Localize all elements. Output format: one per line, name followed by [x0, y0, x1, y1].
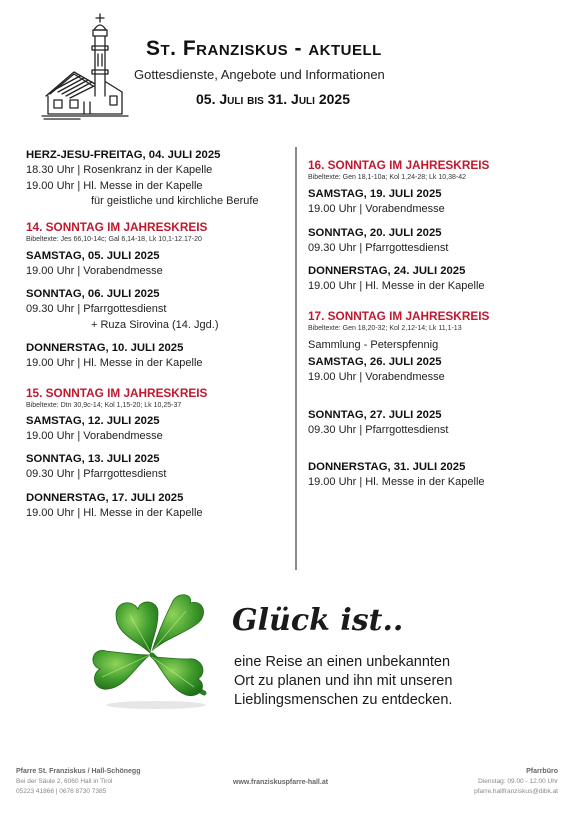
event-title: SONNTAG, 13. JULI 2025: [26, 453, 160, 465]
church-tower-logo-icon: [40, 10, 130, 122]
event-line: 19.00 Uhr | Hl. Messe in der Kapelle: [26, 357, 203, 369]
parish-name: Pfarre St. Franziskus / Hall-Schönegg: [16, 768, 141, 775]
sunday-title: 15. SONNTAG IM JAHRESKREIS: [26, 385, 208, 400]
event-line: 19.00 Uhr | Hl. Messe in der Kapelle: [308, 476, 485, 488]
event-donnerstag-24: [308, 264, 568, 295]
page-subtitle: Gottesdienste, Angebote und Informationen: [134, 67, 385, 82]
event-samstag-26: [308, 355, 568, 386]
event-line: 19.00 Uhr | Vorabendmesse: [308, 371, 445, 383]
event-herz-jesu-freitag: [26, 148, 288, 210]
event-line: 19.00 Uhr | Hl. Messe in der Kapelle: [26, 179, 203, 192]
footer-website: [233, 778, 328, 788]
event-line: für geistliche und kirchliche Berufe: [91, 195, 259, 207]
event-donnerstag-17: [26, 491, 288, 522]
event-sonntag-06: [26, 287, 288, 333]
office-hours: Dienstag: 09.00 - 12.00 Uhr: [478, 778, 558, 785]
parish-address: Bei der Säule 2, 6060 Hall in Tirol: [16, 778, 113, 785]
event-title: SONNTAG, 06. JULI 2025: [26, 288, 160, 300]
event-title: SAMSTAG, 26. JULI 2025: [308, 356, 442, 368]
event-line: 09.30 Uhr | Pfarrgottesdienst: [26, 468, 167, 480]
event-line: 09.30 Uhr | Pfarrgottesdienst: [308, 241, 449, 254]
event-samstag-19: [308, 187, 568, 218]
slogan-line: Lieblingsmenschen zu entdecken.: [234, 692, 453, 708]
date-range: 05. Juli bis 31. Juli 2025: [196, 91, 350, 107]
event-donnerstag-31: [308, 460, 568, 491]
event-line: + Ruza Sirovina (14. Jgd.): [91, 318, 219, 331]
event-line: 19.00 Uhr | Vorabendmesse: [308, 203, 445, 215]
sunday-title: 17. SONNTAG IM JAHRESKREIS: [308, 308, 490, 323]
event-donnerstag-10: [26, 341, 288, 372]
slogan-title: Glück ist..: [232, 603, 404, 638]
sunday-heading-16: [308, 158, 568, 183]
sunday-heading-14: [26, 220, 288, 245]
event-line: 19.00 Uhr | Vorabendmesse: [26, 429, 163, 442]
event-samstag-12: [26, 414, 288, 445]
footer-contact: [16, 767, 140, 796]
schedule-left-column: [26, 148, 288, 521]
schedule-right-column: [308, 158, 568, 491]
bible-texts: Bibeltexte: Jes 66,10-14c; Gal 6,14-18, Lk 10,1-12.17-20: [26, 235, 202, 243]
website-link[interactable]: www.franziskuspfarre-hall.at: [233, 779, 329, 786]
sunday-heading-15: [26, 386, 288, 411]
office-title: Pfarrbüro: [526, 768, 558, 775]
slogan-line: eine Reise an einen unbekannten: [234, 654, 451, 670]
event-samstag-05: [26, 249, 288, 280]
event-title: DONNERSTAG, 17. JULI 2025: [26, 491, 184, 504]
slogan-line: Ort zu planen und ihn mit unseren: [234, 673, 453, 689]
sunday-heading-17: [308, 309, 568, 354]
event-line: 19.00 Uhr | Hl. Messe in der Kapelle: [308, 280, 485, 292]
event-title: DONNERSTAG, 31. JULI 2025: [308, 461, 466, 473]
event-title: DONNERSTAG, 10. JULI 2025: [26, 342, 184, 354]
event-title: SONNTAG, 27. JULI 2025: [308, 408, 442, 421]
office-email[interactable]: pfarre.hallfranziskus@dibk.at: [474, 787, 558, 795]
sunday-title: 14. SONNTAG IM JAHRESKREIS: [26, 219, 208, 234]
bible-texts: Bibeltexte: Dtn 30,9c-14; Kol 1,15-20; Lk 10,25-37: [26, 401, 182, 409]
event-sonntag-27: [308, 408, 568, 439]
event-line: 19.00 Uhr | Vorabendmesse: [26, 264, 163, 277]
four-leaf-clover-icon: [86, 593, 218, 711]
page-title: St. Franziskus - aktuell: [146, 37, 382, 60]
event-title: SAMSTAG, 12. JULI 2025: [26, 414, 160, 427]
slogan-body: [234, 653, 534, 710]
footer-office: [474, 767, 558, 796]
event-line: 18.30 Uhr | Rosenkranz in der Kapelle: [26, 164, 213, 176]
event-line: 09.30 Uhr | Pfarrgottesdienst: [308, 423, 449, 436]
bible-texts: Bibeltexte: Gen 18,1-10a; Kol 1,24-28; Lk 10,38-42: [308, 174, 466, 181]
event-line: 19.00 Uhr | Hl. Messe in der Kapelle: [26, 506, 203, 519]
event-title: HERZ-JESU-FREITAG, 04. JULI 2025: [26, 149, 221, 161]
column-divider: [295, 147, 297, 570]
event-title: SONNTAG, 20. JULI 2025: [308, 226, 442, 239]
event-title: SAMSTAG, 05. JULI 2025: [26, 249, 160, 262]
parish-phone: 05223 41866 | 0676 8730 7385: [16, 787, 107, 795]
bible-texts: Bibeltexte: Gen 18,20-32; Kol 2,12-14; Lk 11,1-13: [308, 324, 462, 332]
sunday-title: 16. SONNTAG IM JAHRESKREIS: [308, 158, 490, 172]
collection-note: Sammlung - Peterspfennig: [308, 338, 439, 351]
event-title: SAMSTAG, 19. JULI 2025: [308, 188, 442, 200]
event-sonntag-20: [308, 226, 568, 257]
event-sonntag-13: [26, 452, 288, 483]
event-line: 09.30 Uhr | Pfarrgottesdienst: [26, 303, 167, 315]
event-title: DONNERSTAG, 24. JULI 2025: [308, 265, 466, 277]
